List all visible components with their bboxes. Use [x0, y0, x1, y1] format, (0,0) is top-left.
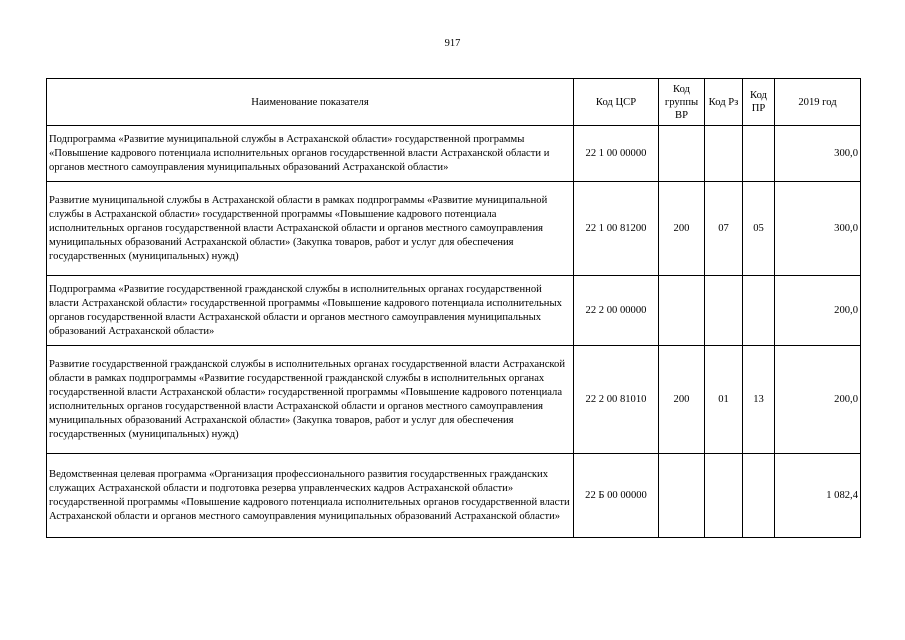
- row-vr-code: 200: [659, 346, 705, 454]
- row-amount: 200,0: [775, 276, 861, 346]
- row-rz-code: [705, 126, 743, 182]
- row-pr-code: [743, 454, 775, 538]
- row-rz-code: 07: [705, 182, 743, 276]
- row-pr-code: 05: [743, 182, 775, 276]
- row-pr-code: [743, 276, 775, 346]
- row-amount: 1 082,4: [775, 454, 861, 538]
- header-rz-code: Код Рз: [705, 79, 743, 126]
- row-indicator-name: Развитие муниципальной службы в Астраханской области в рамках подпрограммы «Развитие муниципальной службы в Астраханской области» государственной программы «Повышение кадрового потенциала исполнительных органов государственной власти Астраханской области и органов местного самоуправления муниципальных образований Астраханской области» (Закупка товаров, работ и услуг для обеспечения государственных (муниципальных) нужд): [47, 182, 574, 276]
- row-rz-code: [705, 276, 743, 346]
- row-pr-code: [743, 126, 775, 182]
- table-row: [47, 182, 861, 276]
- row-indicator-name: Развитие государственной гражданской службы в исполнительных органах государственной власти Астраханской области в рамках подпрограммы «Развитие государственной гражданской службы в исполнительных органах государственной власти Астраханской области» государственной программы «Повышение кадрового потенциала исполнительных органов государственной власти Астраханской области и органов местного самоуправления муниципальных образований Астраханской области» (Закупка товаров, работ и услуг для обеспечения государственных (муниципальных) нужд): [47, 346, 574, 454]
- page-number: 917: [444, 38, 461, 49]
- row-amount: 200,0: [775, 346, 861, 454]
- table-row: [47, 276, 861, 346]
- row-rz-code: 01: [705, 346, 743, 454]
- row-csr-code: 22 1 00 81200: [574, 182, 659, 276]
- table-row: [47, 126, 861, 182]
- row-rz-code: [705, 454, 743, 538]
- row-vr-code: [659, 276, 705, 346]
- row-amount: 300,0: [775, 182, 861, 276]
- row-csr-code: 22 1 00 00000: [574, 126, 659, 182]
- row-indicator-name: Подпрограмма «Развитие муниципальной службы в Астраханской области» государственной программы «Повышение кадрового потенциала исполнительных органов государственной власти Астраханской области и органов местного самоуправления муниципальных образований Астраханской области»: [47, 126, 574, 182]
- header-vr-code: Код группы ВР: [659, 79, 705, 126]
- header-indicator-name: Наименование показателя: [47, 79, 574, 126]
- table-header-row: [47, 79, 861, 126]
- header-year-2019: 2019 год: [775, 79, 861, 126]
- row-indicator-name: Ведомственная целевая программа «Организация профессионального развития государственных гражданских служащих Астраханской области и подготовка резерва управленческих кадров Астраханской области» государственной программы «Повышение кадрового потенциала исполнительных органов государственной власти Астраханской области и органов местного самоуправления муниципальных образований Астраханской области»: [47, 454, 574, 538]
- table-row: [47, 454, 861, 538]
- row-pr-code: 13: [743, 346, 775, 454]
- header-csr-code: Код ЦСР: [574, 79, 659, 126]
- row-csr-code: 22 Б 00 00000: [574, 454, 659, 538]
- row-indicator-name: Подпрограмма «Развитие государственной гражданской службы в исполнительных органах государственной власти Астраханской области» государственной программы «Повышение кадрового потенциала исполнительных органов государственной власти Астраханской области и органов местного самоуправления муниципальных образований Астраханской области»: [47, 276, 574, 346]
- row-vr-code: [659, 126, 705, 182]
- row-vr-code: [659, 454, 705, 538]
- row-vr-code: 200: [659, 182, 705, 276]
- budget-table: [46, 78, 861, 538]
- row-amount: 300,0: [775, 126, 861, 182]
- row-csr-code: 22 2 00 81010: [574, 346, 659, 454]
- row-csr-code: 22 2 00 00000: [574, 276, 659, 346]
- table-row: [47, 346, 861, 454]
- header-pr-code: Код ПР: [743, 79, 775, 126]
